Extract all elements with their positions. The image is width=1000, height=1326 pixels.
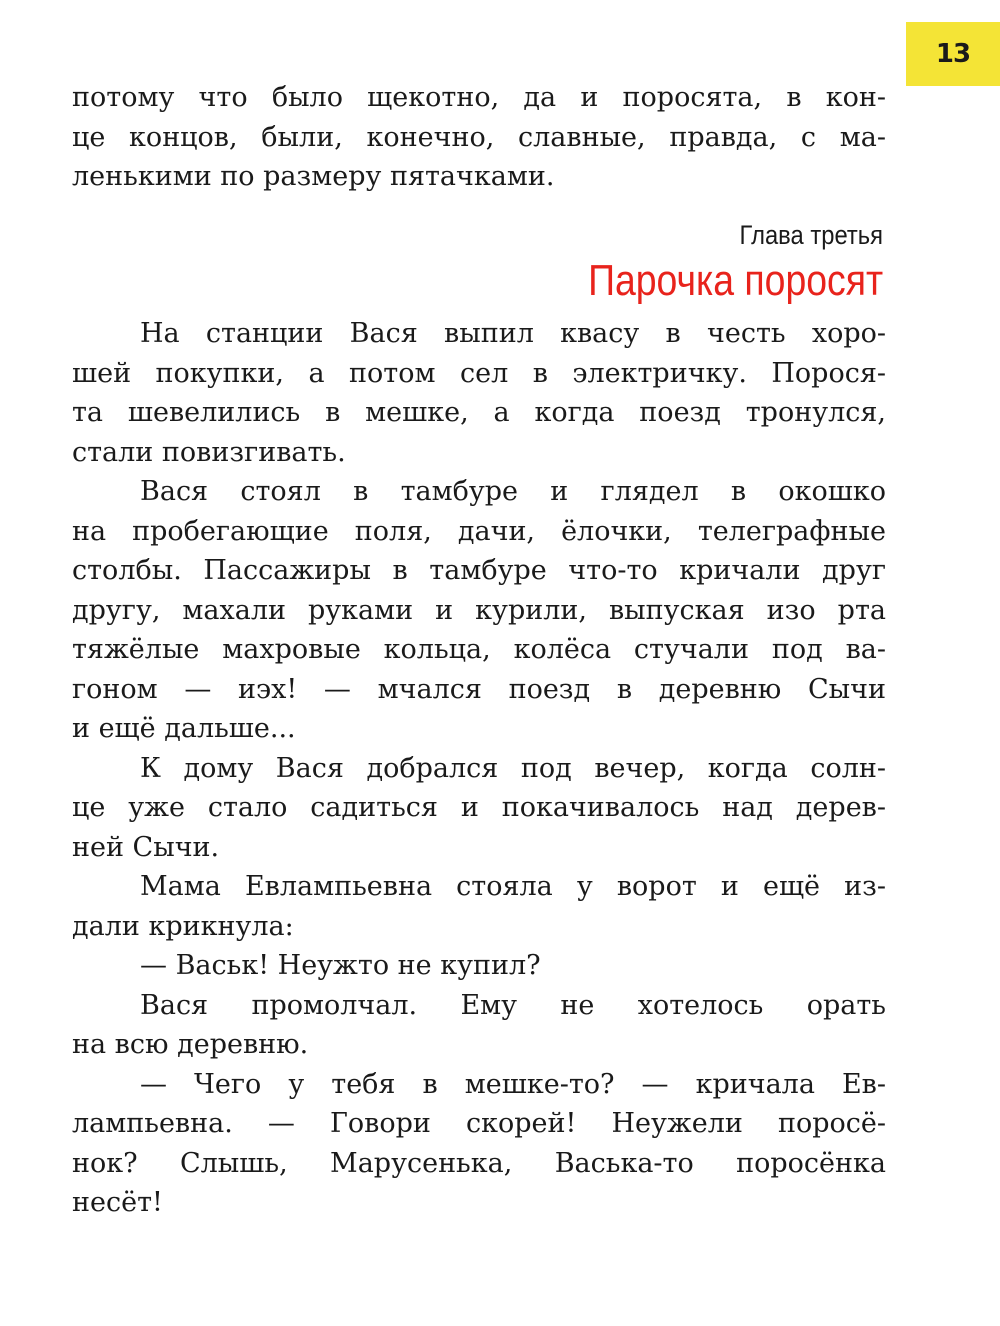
paragraph bbox=[72, 867, 886, 946]
text-line: другу, махали руками и курили, выпуская изо рта bbox=[72, 594, 886, 626]
text-line: нок? Слышь, Марусенька, Васька-то поросёнка bbox=[72, 1147, 886, 1179]
text-line: несёт! bbox=[72, 1187, 163, 1218]
text-line: ней Сычи. bbox=[72, 831, 220, 863]
text-line: К дому Вася добрался под вечер, когда солн- bbox=[140, 752, 886, 784]
chapter-label: Глава третья bbox=[739, 220, 883, 250]
text-line: гоном — иэх! — мчался поезд в деревню Сычи bbox=[72, 673, 886, 705]
text-line: стали повизгивать. bbox=[72, 436, 346, 468]
paragraph bbox=[72, 472, 886, 749]
text-line: — Васьк! Неужто не купил? bbox=[140, 950, 541, 981]
intro-paragraph bbox=[72, 78, 886, 197]
text-line: тяжёлые махровые кольца, колёса стучали под ва- bbox=[72, 634, 886, 665]
chapter-body bbox=[72, 314, 886, 1223]
text-line: Вася промолчал. Ему не хотелось орать bbox=[140, 989, 886, 1021]
text-line: ленькими по размеру пятачками. bbox=[72, 161, 555, 192]
text-line: це уже стало садиться и покачивалось над дерев- bbox=[72, 792, 886, 823]
page-number: 13 bbox=[935, 39, 971, 69]
text-line: и ещё дальше... bbox=[72, 713, 296, 744]
paragraph bbox=[72, 986, 886, 1065]
paragraph bbox=[72, 1065, 886, 1223]
text-line: Мама Евлампьевна стояла у ворот и ещё из- bbox=[140, 871, 886, 902]
chapter-title: Парочка поросят bbox=[587, 256, 883, 305]
page-number-tab bbox=[906, 22, 1000, 86]
text-line: це концов, были, конечно, славные, правда, с ма- bbox=[72, 121, 886, 153]
text-line: на всю деревню. bbox=[72, 1029, 309, 1060]
text-line: Вася стоял в тамбуре и глядел в окошко bbox=[140, 476, 886, 507]
paragraph bbox=[72, 946, 886, 986]
text-line: На станции Вася выпил квасу в честь хоро- bbox=[140, 318, 886, 349]
text-line: столбы. Пассажиры в тамбуре что-то кричали друг bbox=[72, 555, 886, 586]
text-line: лампьевна. — Говори скорей! Неужели поросё- bbox=[72, 1108, 886, 1139]
text-line: шей покупки, а потом сел в электричку. Порося- bbox=[72, 357, 886, 389]
text-line: та шевелились в мешке, а когда поезд тронулся, bbox=[72, 397, 886, 428]
paragraph bbox=[72, 314, 886, 472]
text-line: потому что было щекотно, да и поросята, в кон- bbox=[72, 82, 886, 113]
paragraph bbox=[72, 749, 886, 868]
text-line: на пробегающие поля, дачи, ёлочки, телеграфные bbox=[72, 515, 886, 547]
text-line: — Чего у тебя в мешке-то? — кричала Ев- bbox=[140, 1068, 886, 1100]
text-line: дали крикнула: bbox=[72, 910, 294, 942]
